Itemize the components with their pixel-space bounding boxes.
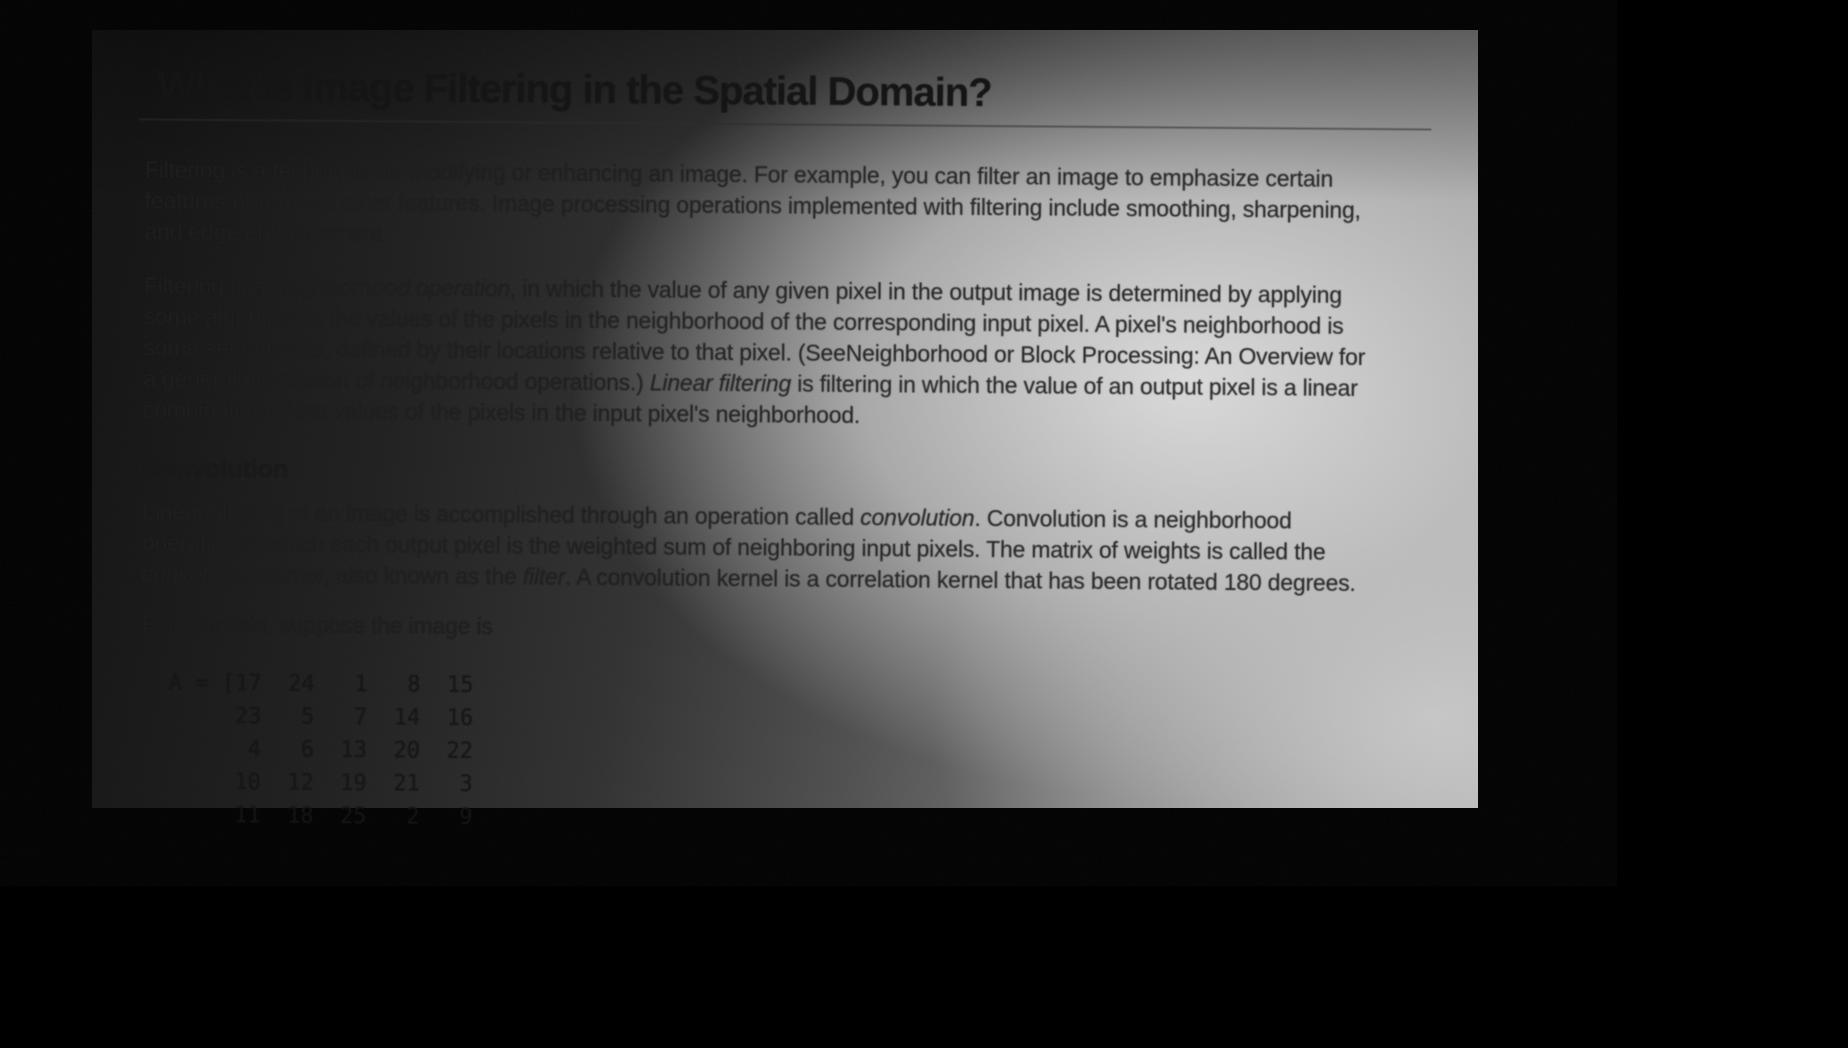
neighborhood-paragraph: [143, 270, 1366, 435]
text-segment: Linear filtering of an image is accomplished through an operation called: [142, 498, 861, 531]
text-line: operation in which each output pixel is the weighted sum of neighboring input pixels. The matrix of weights is called the: [141, 529, 1326, 565]
intro-paragraph: [144, 154, 1361, 257]
code-line: 23 5 7 14 16: [168, 703, 474, 732]
code-block-matrix: [168, 667, 474, 834]
page-title: What Is Image Filtering in the Spatial Domain?: [157, 64, 992, 116]
text-segment-italic: convolution: [860, 504, 975, 531]
text-line: some set of pixels, defined by their locations relative to that pixel. (SeeNeighborhood or Block Processing: An Overview for: [143, 334, 1366, 371]
code-line: 11 18 25 2 9: [167, 802, 473, 831]
text-segment: a general discussion of neighborhood operations.): [143, 365, 650, 396]
text-segment: , in which the value of any given pixel in the output image is determined by applying: [509, 275, 1342, 308]
text-segment-italic: convolution kernel: [141, 560, 324, 588]
text-segment: is filtering in which the value of an output pixel is a linear: [791, 370, 1358, 401]
text-segment: . A convolution kernel is a correlation kernel that has been rotated 180 degrees.: [564, 563, 1356, 596]
text-line: Filtering is a technique for modifying or enhancing an image. For example, you can filter an image to emphasize certain: [144, 156, 1334, 192]
code-line: 10 12 19 21 3: [167, 769, 473, 798]
example-intro-text: For example, suppose the image is: [141, 610, 493, 640]
text-segment-italic: Linear filtering: [649, 369, 792, 397]
code-line: A = [17 24 1 8 15: [168, 670, 474, 699]
section-heading-convolution: Convolution: [142, 454, 289, 484]
document-photo: [92, 30, 1478, 831]
document-page: [86, 30, 1478, 831]
text-segment: , also known as the: [323, 561, 523, 590]
title-divider: [139, 118, 1431, 130]
text-segment: Filtering is a: [143, 272, 272, 300]
text-segment-italic: filter: [522, 563, 566, 590]
text-line: combination of the values of the pixels in the input pixel's neighborhood.: [142, 396, 861, 429]
text-line: features or remove other features. Image processing operations implemented with filtering include smoothing, sharpening,: [144, 187, 1361, 223]
text-segment: . Convolution is a neighborhood: [974, 504, 1292, 534]
text-line: some algorithm to the values of the pixels in the neighborhood of the corresponding input pixel. A pixel's neighborhood is: [143, 303, 1344, 339]
text-line: and edge enhancement.: [144, 218, 389, 247]
convolution-paragraph: [142, 496, 1357, 599]
code-line: 4 6 13 20 22: [168, 736, 474, 765]
text-segment-italic: neighborhood operation: [271, 273, 511, 302]
